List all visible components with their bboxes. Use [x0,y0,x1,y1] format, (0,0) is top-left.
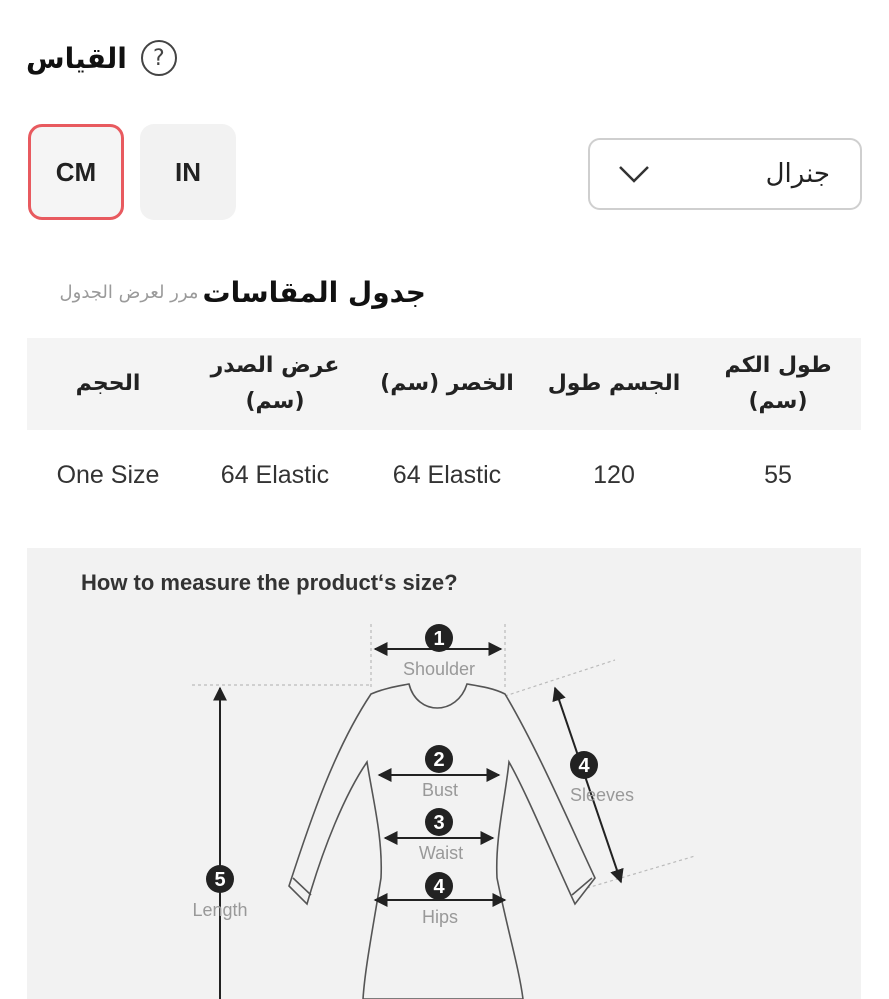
label-sleeves: Sleeves [569,785,635,805]
cell-waist: 64 Elastic [392,460,502,489]
measure-guide [27,548,861,999]
cell-size: One Size [56,460,160,489]
badge-shoulder [425,624,453,652]
label-length: Length [192,900,248,920]
header-bust: عرض الصدر (سم) [189,338,361,430]
cell-bust: 64 Elastic [220,460,330,489]
unit-in-button[interactable]: IN [140,124,236,220]
svg-text:3: 3 [433,812,445,834]
svg-text:5: 5 [214,869,226,891]
header-sleeve: طول الكم (سم) [695,338,861,430]
svg-text:4: 4 [578,755,590,777]
cell-sleeve: 55 [764,460,792,489]
chevron-down-icon [616,156,652,192]
page-title: القياس [26,41,127,75]
dress-outline [289,684,595,999]
cell-length: 120 [593,460,635,489]
measure-guide-title: How to measure the product‘s size? [81,570,458,595]
region-select[interactable] [588,138,862,210]
size-table-heading [26,270,426,314]
question-circle-icon[interactable]: ? [141,40,177,76]
scroll-hint: مرر لعرض الجدول [59,281,199,303]
unit-cm-button[interactable]: CM [28,124,124,220]
svg-text:1: 1 [433,628,445,650]
label-bust: Bust [421,780,459,800]
svg-text:2: 2 [433,749,445,771]
table-row [27,430,861,520]
size-header [26,36,177,80]
badge-sleeves [570,751,598,779]
size-table [27,338,861,520]
header-waist: الخصر (سم) [361,338,533,430]
header-size: الحجم [27,338,189,430]
badge-length [206,865,234,893]
badge-waist [425,808,453,836]
label-waist: Waist [418,843,464,863]
size-table-title: جدول المقاسات [202,275,426,309]
dress-diagram [27,548,861,999]
svg-text:4: 4 [433,876,445,898]
region-select-value: جنرال [765,159,830,189]
label-hips: Hips [421,907,459,927]
table-header-row [27,338,861,430]
badge-hips [425,872,453,900]
badge-bust [425,745,453,773]
header-length: الجسم طول [533,338,695,430]
label-shoulder: Shoulder [402,659,476,679]
